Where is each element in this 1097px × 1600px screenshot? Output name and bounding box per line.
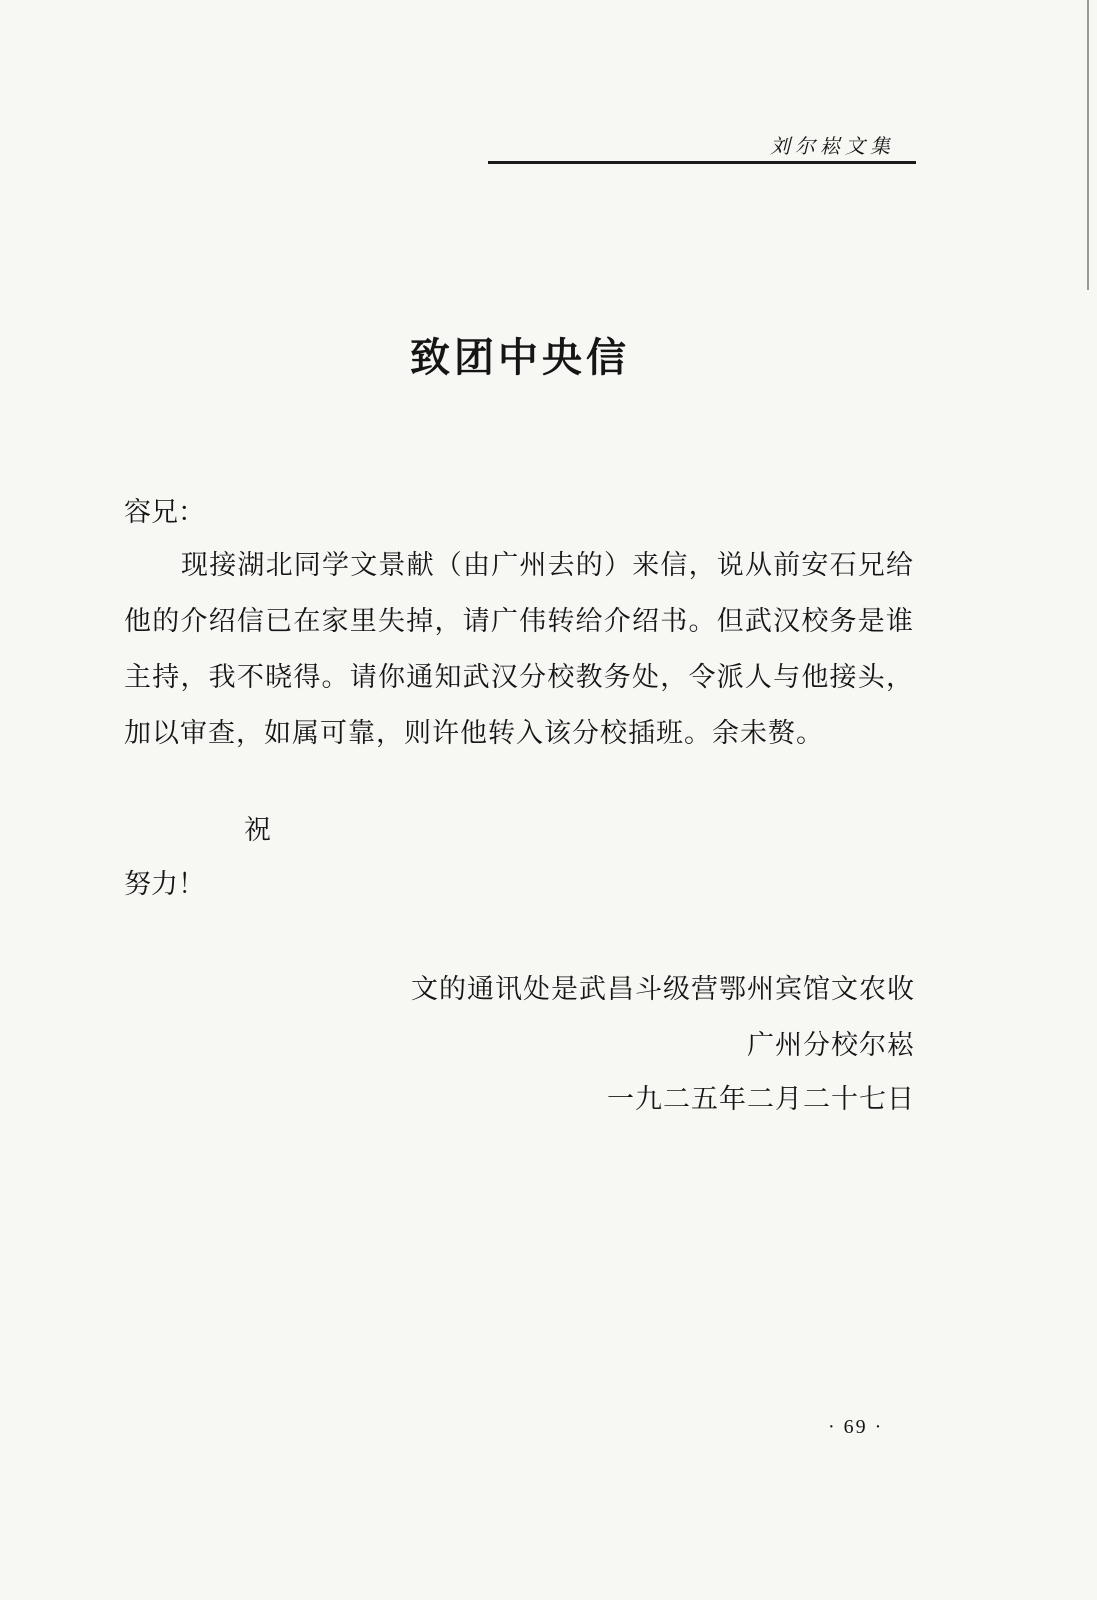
letter-salutation: 容兄： — [124, 497, 205, 528]
postscript-address: 文的通讯处是武昌斗级营鄂州宾馆文农收 — [411, 974, 915, 1005]
running-head-title: 刘尔崧文集 — [770, 134, 895, 158]
letter-body: 现接湖北同学文景献（由广州去的）来信，说从前安石兄给他的介绍信已在家里失掉，请广伟转给介绍书。但武汉校务是谁主持，我不晓得。请你通知武汉分校教务处，令派人与他接头，加以审查，如属可靠，则许他转入该分校插班。余未赘。 — [124, 550, 914, 749]
page-number: · 69 · — [828, 1416, 884, 1438]
closing-wish: 祝 — [244, 815, 271, 846]
letter-title: 致团中央信 — [410, 335, 630, 381]
closing-word: 努力！ — [124, 869, 205, 900]
scan-edge-line — [1087, 0, 1089, 290]
header-rule — [488, 161, 916, 164]
signature: 广州分校尔崧 — [747, 1030, 915, 1061]
letter-date: 一九二五年二月二十七日 — [607, 1084, 915, 1115]
